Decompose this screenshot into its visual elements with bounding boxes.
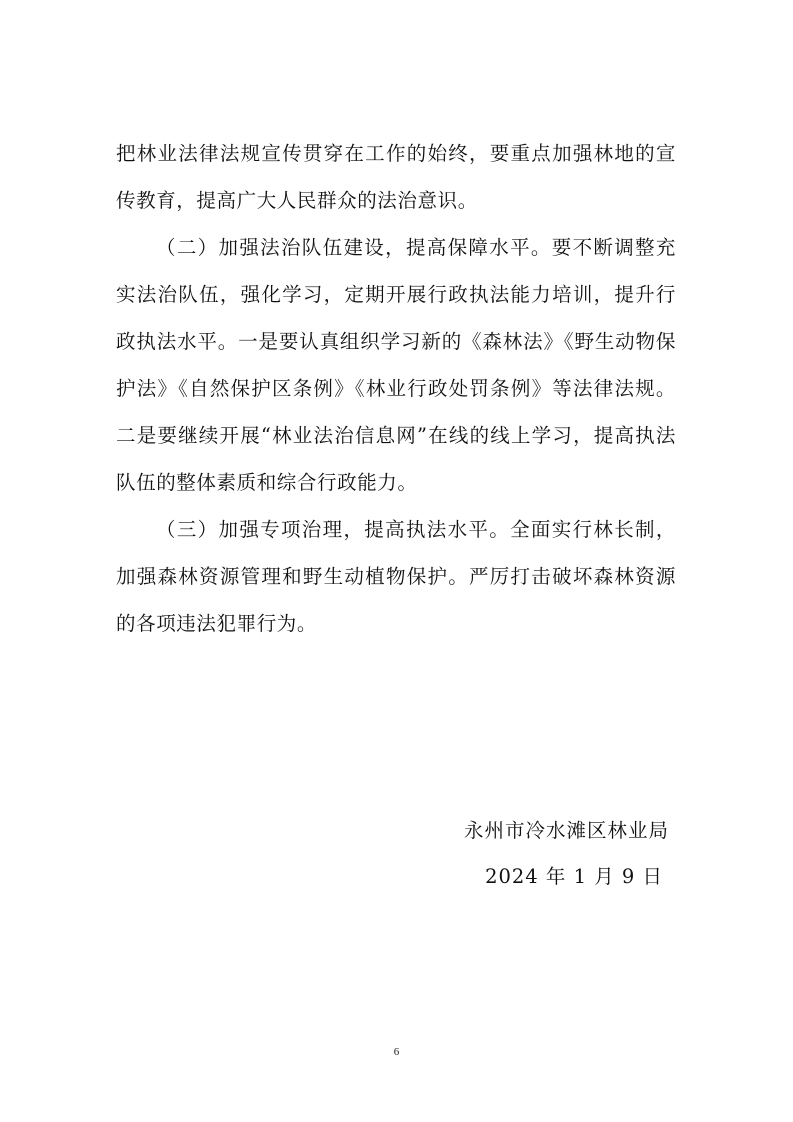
signature-date: 2024 年 1 月 9 日: [485, 865, 663, 888]
signature-organization: 永州市冷水滩区林业局: [463, 819, 669, 842]
paragraph-3: （三）加强专项治理，提高执法水平。全面实行林长制，加强森林资源管理和野生动植物保护。严厉打击破坏森林资源的各项违法犯罪行为。: [116, 518, 676, 635]
document-body: [116, 130, 676, 647]
page-number: 6: [393, 1046, 400, 1058]
signature-block: [464, 808, 669, 900]
paragraph-1: 把林业法律法规宣传贯穿在工作的始终，要重点加强林地的宣传教育，提高广大人民群众的法治意识。: [116, 142, 676, 212]
paragraph-2: （二）加强法治队伍建设，提高保障水平。要不断调整充实法治队伍，强化学习，定期开展行政执法能力培训，提升行政执法水平。一是要认真组织学习新的《森林法》《野生动物保护法》《自然保护区条例》《林业行政处罚条例》等法律法规。二是要继续开展“林业法治信息网”在线的线上学习，提高执法队伍的整体素质和综合行政能力。: [116, 236, 676, 494]
